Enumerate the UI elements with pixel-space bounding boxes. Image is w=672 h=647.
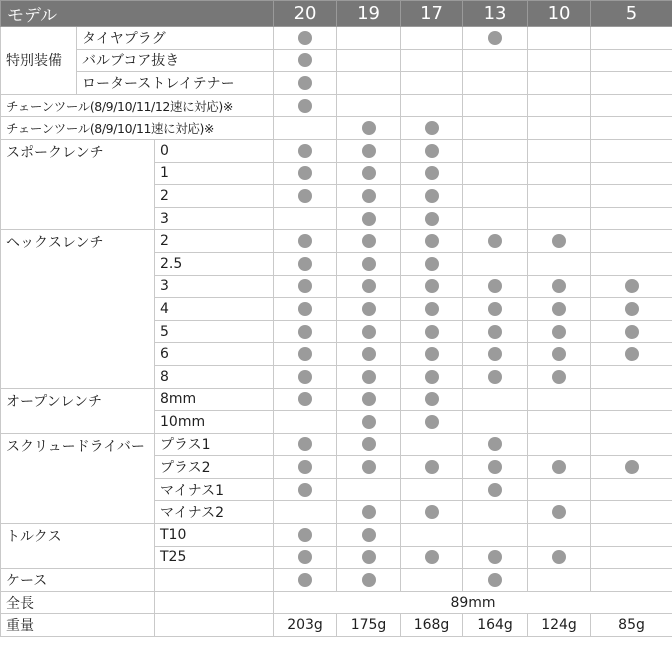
availability-cell [337,433,401,456]
availability-cell [401,320,463,343]
included-dot-icon [298,392,312,406]
availability-cell [337,139,401,162]
availability-cell [337,207,401,230]
included-dot-icon [488,573,502,587]
included-dot-icon [298,53,312,67]
availability-cell [591,162,672,185]
table-row [1,524,672,547]
included-dot-icon [552,234,566,248]
availability-cell [463,478,528,501]
availability-cell [337,524,401,547]
item-label: タイヤプラグ [77,27,274,50]
length-label: 全長 [1,591,155,614]
item-label: ローターストレイテナー [77,72,274,95]
availability-cell [591,524,672,547]
availability-cell [463,546,528,569]
included-dot-icon [298,550,312,564]
group-label: オープンレンチ [1,388,155,433]
item-label: 5 [155,320,274,343]
included-dot-icon [625,279,639,293]
included-dot-icon [552,347,566,361]
availability-cell [274,298,337,321]
included-dot-icon [425,415,439,429]
item-label: 2.5 [155,252,274,275]
included-dot-icon [552,325,566,339]
availability-cell [401,501,463,524]
availability-cell [337,162,401,185]
included-dot-icon [425,550,439,564]
availability-cell [337,298,401,321]
included-dot-icon [425,189,439,203]
included-dot-icon [362,460,376,474]
availability-cell [528,207,591,230]
availability-cell [274,252,337,275]
availability-cell [274,433,337,456]
included-dot-icon [552,505,566,519]
availability-cell [528,139,591,162]
availability-cell [591,252,672,275]
item-label: 3 [155,275,274,298]
included-dot-icon [362,370,376,384]
availability-cell [401,388,463,411]
availability-cell [337,478,401,501]
availability-cell [528,275,591,298]
availability-cell [274,456,337,479]
availability-cell [591,230,672,253]
availability-cell [463,433,528,456]
availability-cell [463,139,528,162]
availability-cell [337,388,401,411]
item-label: 2 [155,185,274,208]
availability-cell [401,230,463,253]
availability-cell [401,117,463,140]
availability-cell [401,185,463,208]
availability-cell [528,501,591,524]
availability-cell [528,72,591,95]
included-dot-icon [362,257,376,271]
model-header: 17 [401,1,463,27]
weight-value: 203g [274,614,337,637]
availability-cell [274,411,337,434]
availability-cell [401,252,463,275]
availability-cell [401,298,463,321]
availability-cell [463,343,528,366]
included-dot-icon [298,483,312,497]
included-dot-icon [625,325,639,339]
length-row [1,591,672,614]
availability-cell [401,27,463,50]
weight-value: 124g [528,614,591,637]
included-dot-icon [488,279,502,293]
included-dot-icon [362,573,376,587]
availability-cell [528,524,591,547]
availability-cell [337,365,401,388]
availability-cell [401,365,463,388]
included-dot-icon [362,302,376,316]
included-dot-icon [488,550,502,564]
availability-cell [528,49,591,72]
item-label: マイナス1 [155,478,274,501]
availability-cell [274,207,337,230]
availability-cell [463,569,528,592]
included-dot-icon [362,234,376,248]
model-header: 19 [337,1,401,27]
availability-cell [401,207,463,230]
table-row [1,569,672,592]
availability-cell [337,230,401,253]
availability-cell [591,478,672,501]
included-dot-icon [298,234,312,248]
availability-cell [591,275,672,298]
availability-cell [463,365,528,388]
item-label: T25 [155,546,274,569]
availability-cell [591,207,672,230]
availability-cell [591,501,672,524]
included-dot-icon [552,279,566,293]
availability-cell [401,478,463,501]
item-label: 4 [155,298,274,321]
availability-cell [337,411,401,434]
model-header: 20 [274,1,337,27]
availability-cell [463,388,528,411]
availability-cell [401,72,463,95]
availability-cell [528,252,591,275]
availability-cell [528,569,591,592]
included-dot-icon [552,370,566,384]
table-row [1,117,672,140]
included-dot-icon [552,460,566,474]
availability-cell [528,478,591,501]
availability-cell [463,162,528,185]
included-dot-icon [362,415,376,429]
table-row [1,94,672,117]
included-dot-icon [298,347,312,361]
availability-cell [337,94,401,117]
availability-cell [274,524,337,547]
included-dot-icon [298,437,312,451]
availability-cell [274,569,337,592]
availability-cell [591,49,672,72]
availability-cell [401,546,463,569]
availability-cell [528,411,591,434]
availability-cell [337,72,401,95]
availability-cell [337,275,401,298]
availability-cell [274,72,337,95]
availability-cell [463,456,528,479]
included-dot-icon [425,347,439,361]
availability-cell [463,49,528,72]
availability-cell [528,365,591,388]
availability-cell [591,139,672,162]
item-label: マイナス2 [155,501,274,524]
item-label: 8mm [155,388,274,411]
availability-cell [337,501,401,524]
availability-cell [591,546,672,569]
model-header: 10 [528,1,591,27]
availability-cell [463,117,528,140]
table-row [1,27,672,50]
availability-cell [463,185,528,208]
included-dot-icon [488,437,502,451]
item-label: 1 [155,162,274,185]
group-label: トルクス [1,524,155,569]
availability-cell [528,185,591,208]
item-label: 3 [155,207,274,230]
availability-cell [463,501,528,524]
availability-cell [401,411,463,434]
included-dot-icon [425,302,439,316]
availability-cell [591,320,672,343]
availability-cell [591,433,672,456]
availability-cell [463,320,528,343]
table-row [1,139,672,162]
included-dot-icon [362,528,376,542]
included-dot-icon [625,302,639,316]
included-dot-icon [488,325,502,339]
table-body [1,27,672,637]
included-dot-icon [298,460,312,474]
included-dot-icon [425,460,439,474]
included-dot-icon [488,370,502,384]
availability-cell [274,320,337,343]
included-dot-icon [488,483,502,497]
availability-cell [274,139,337,162]
availability-cell [274,94,337,117]
availability-cell [463,94,528,117]
included-dot-icon [362,166,376,180]
availability-cell [401,94,463,117]
weight-label: 重量 [1,614,155,637]
availability-cell [528,433,591,456]
availability-cell [591,569,672,592]
availability-cell [463,230,528,253]
availability-cell [401,49,463,72]
weight-value: 164g [463,614,528,637]
availability-cell [591,27,672,50]
weight-value: 175g [337,614,401,637]
item-label: 8 [155,365,274,388]
item-label [155,614,274,637]
included-dot-icon [425,325,439,339]
availability-cell [337,252,401,275]
availability-cell [274,546,337,569]
availability-cell [463,252,528,275]
item-label: 10mm [155,411,274,434]
availability-cell [463,275,528,298]
group-label: 特別装備 [1,27,77,95]
availability-cell [591,94,672,117]
availability-cell [274,185,337,208]
availability-cell [401,139,463,162]
availability-cell [528,117,591,140]
item-label: T10 [155,524,274,547]
row-label: チェーンツール(8/9/10/11/12速に対応)※ [1,94,274,117]
included-dot-icon [425,121,439,135]
model-header: 5 [591,1,672,27]
availability-cell [591,388,672,411]
included-dot-icon [425,279,439,293]
included-dot-icon [362,325,376,339]
row-label: チェーンツール(8/9/10/11速に対応)※ [1,117,274,140]
availability-cell [337,49,401,72]
included-dot-icon [298,370,312,384]
item-label: 0 [155,139,274,162]
table-row [1,72,672,95]
table-row [1,388,672,411]
item-label [155,569,274,592]
included-dot-icon [362,437,376,451]
table-row [1,433,672,456]
availability-cell [401,569,463,592]
availability-cell [463,524,528,547]
availability-cell [528,230,591,253]
availability-cell [591,72,672,95]
availability-cell [274,230,337,253]
availability-cell [528,298,591,321]
included-dot-icon [625,460,639,474]
availability-cell [528,162,591,185]
availability-cell [274,388,337,411]
included-dot-icon [298,144,312,158]
availability-cell [274,49,337,72]
availability-cell [401,343,463,366]
availability-cell [337,185,401,208]
included-dot-icon [298,99,312,113]
weight-value: 85g [591,614,672,637]
included-dot-icon [425,212,439,226]
included-dot-icon [298,528,312,542]
included-dot-icon [625,347,639,361]
weight-row [1,614,672,637]
included-dot-icon [425,166,439,180]
availability-cell [337,343,401,366]
availability-cell [528,546,591,569]
availability-cell [274,501,337,524]
included-dot-icon [488,234,502,248]
included-dot-icon [488,31,502,45]
availability-cell [337,117,401,140]
availability-cell [337,546,401,569]
group-label: スクリュードライバー [1,433,155,523]
group-label: ヘックスレンチ [1,230,155,388]
item-label: バルブコア抜き [77,49,274,72]
included-dot-icon [488,302,502,316]
included-dot-icon [298,189,312,203]
included-dot-icon [552,550,566,564]
included-dot-icon [298,166,312,180]
availability-cell [528,27,591,50]
included-dot-icon [425,505,439,519]
availability-cell [401,275,463,298]
included-dot-icon [425,144,439,158]
included-dot-icon [298,302,312,316]
availability-cell [401,456,463,479]
group-label: ケース [1,569,155,592]
availability-cell [274,117,337,140]
availability-cell [591,343,672,366]
included-dot-icon [362,189,376,203]
included-dot-icon [298,279,312,293]
availability-cell [337,27,401,50]
availability-cell [463,411,528,434]
availability-cell [591,185,672,208]
model-header: 13 [463,1,528,27]
availability-cell [528,94,591,117]
group-label: スポークレンチ [1,139,155,229]
availability-cell [591,117,672,140]
included-dot-icon [425,392,439,406]
availability-cell [401,162,463,185]
availability-cell [274,478,337,501]
availability-cell [463,298,528,321]
availability-cell [591,411,672,434]
included-dot-icon [362,121,376,135]
included-dot-icon [425,257,439,271]
availability-cell [528,343,591,366]
included-dot-icon [298,76,312,90]
included-dot-icon [362,279,376,293]
availability-cell [274,162,337,185]
table-header-row [1,1,672,27]
item-label: 2 [155,230,274,253]
included-dot-icon [425,234,439,248]
availability-cell [274,27,337,50]
included-dot-icon [362,505,376,519]
table-row [1,49,672,72]
included-dot-icon [362,392,376,406]
item-label: プラス1 [155,433,274,456]
availability-cell [337,320,401,343]
availability-cell [337,456,401,479]
availability-cell [463,27,528,50]
availability-cell [591,456,672,479]
included-dot-icon [488,460,502,474]
included-dot-icon [362,347,376,361]
included-dot-icon [362,212,376,226]
availability-cell [401,433,463,456]
included-dot-icon [488,347,502,361]
availability-cell [274,275,337,298]
item-label: プラス2 [155,456,274,479]
availability-cell [337,569,401,592]
item-label [155,591,274,614]
availability-cell [591,298,672,321]
included-dot-icon [362,144,376,158]
included-dot-icon [298,257,312,271]
included-dot-icon [298,573,312,587]
availability-cell [463,72,528,95]
availability-cell [274,343,337,366]
availability-cell [274,365,337,388]
included-dot-icon [298,325,312,339]
availability-cell [528,320,591,343]
weight-value: 168g [401,614,463,637]
availability-cell [528,456,591,479]
availability-cell [591,365,672,388]
table-row [1,230,672,253]
availability-cell [463,207,528,230]
length-value: 89mm [274,591,672,614]
model-header-label: モデル [1,1,274,27]
included-dot-icon [425,370,439,384]
availability-cell [528,388,591,411]
included-dot-icon [298,31,312,45]
availability-cell [401,524,463,547]
included-dot-icon [552,302,566,316]
item-label: 6 [155,343,274,366]
included-dot-icon [362,550,376,564]
